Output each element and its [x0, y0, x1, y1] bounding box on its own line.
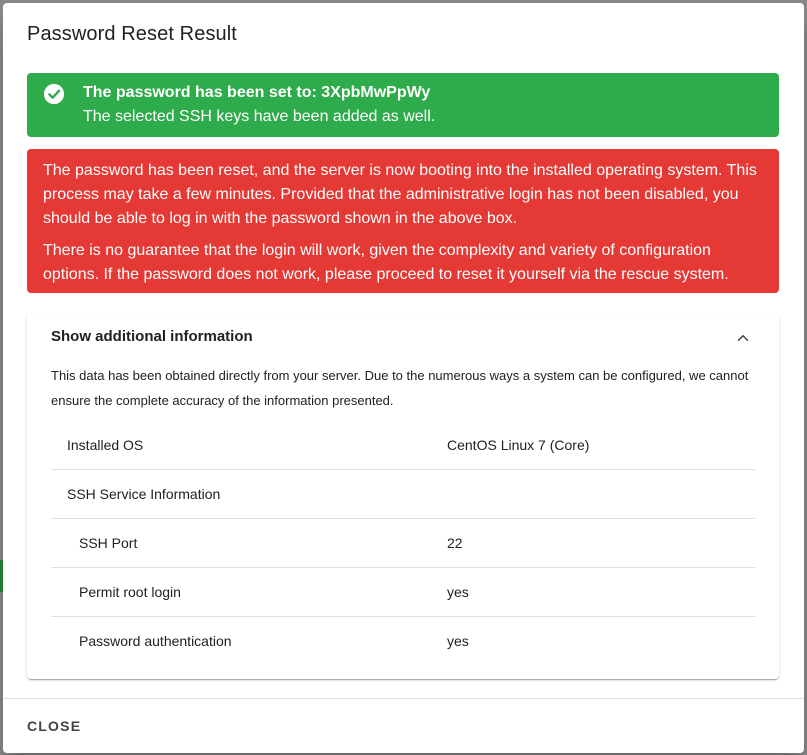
additional-info-description: This data has been obtained directly from your server. Due to the numerous ways a system can be configured, we cannot ensure the complete accuracy of the information presented.: [51, 368, 749, 408]
dialog-actions-divider: [3, 698, 804, 699]
table-row: [51, 519, 755, 568]
row-label: Password authentication: [79, 633, 232, 649]
row-label: Installed OS: [67, 437, 144, 453]
dialog-title: Password Reset Result: [27, 23, 237, 45]
row-label: Permit root login: [79, 584, 181, 600]
row-label: SSH Port: [79, 535, 138, 551]
additional-info-panel: [27, 313, 779, 679]
chevron-up-icon[interactable]: [734, 329, 752, 347]
table-row: [51, 421, 755, 470]
row-value: yes: [447, 584, 469, 600]
warning-paragraph-1: The password has been reset, and the server is now booting into the installed operating system. This process may take a few minutes. Provided that the administrative login has not been disabled, you should be able to log in with the password shown in the above box.: [43, 162, 757, 227]
success-headline: The password has been set to: 3XpbMwPpWy: [83, 84, 431, 101]
success-alert: [27, 73, 779, 137]
additional-info-toggle[interactable]: [27, 313, 779, 361]
additional-info-title: Show additional information: [51, 328, 253, 345]
password-reset-dialog: [3, 3, 804, 753]
success-subline: The selected SSH keys have been added as well.: [83, 108, 436, 125]
table-row: [51, 568, 755, 617]
check-circle-icon: [43, 83, 65, 105]
info-table: [51, 421, 755, 665]
table-row: [51, 617, 755, 665]
row-value: CentOS Linux 7 (Core): [447, 437, 590, 453]
row-label: SSH Service Information: [67, 486, 221, 502]
warning-alert: [27, 149, 779, 293]
row-value: 22: [447, 535, 463, 551]
row-value: yes: [447, 633, 469, 649]
table-row: [51, 470, 755, 519]
warning-paragraph-2: There is no guarantee that the login will work, given the complexity and variety of configuration options. If the password does not work, please proceed to reset it yourself via the rescue system.: [43, 242, 729, 283]
close-button[interactable]: CLOSE: [15, 708, 93, 744]
